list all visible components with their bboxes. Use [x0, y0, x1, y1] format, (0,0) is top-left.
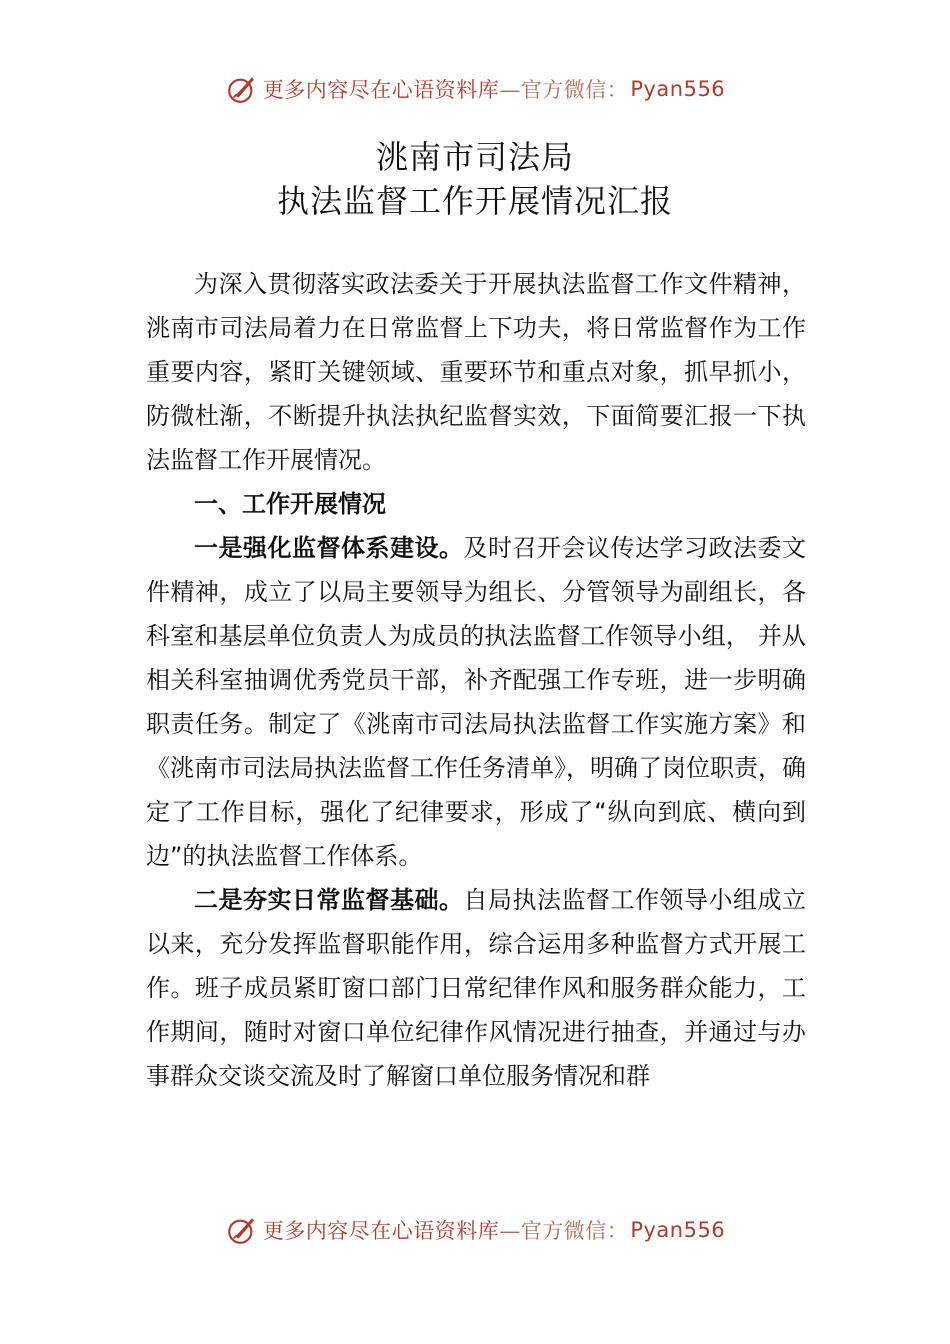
item2-lead: 二是夯实日常监督基础。 — [194, 885, 464, 914]
document-title-line1: 洮南市司法局 — [375, 138, 574, 176]
footer-watermark — [0, 1213, 950, 1247]
quill-pen-logo-icon — [225, 1213, 259, 1247]
watermark-wechat-id: Pyan556 — [630, 1218, 726, 1242]
watermark-wechat-id: Pyan556 — [630, 77, 726, 101]
item2-paragraph — [146, 878, 806, 1098]
intro-paragraph: 为深入贯彻落实政法委关于开展执法监督工作文件精神，洮南市司法局着力在日常监督上下功夫，将日常监督作为工作重要内容，紧盯关键领域、重要环节和重点对象，抓早抓小，防微杜渐，不断提升执法执纪监督实效，下面简要汇报一下执法监督工作开展情况。 — [146, 270, 806, 474]
quill-pen-logo-icon — [225, 72, 259, 106]
watermark-main-text: 更多内容尽在心语资料库 — [262, 78, 500, 102]
document-title-line2: 执法监督工作开展情况汇报 — [276, 182, 673, 220]
watermark-separator: —官方微信： — [499, 78, 629, 102]
watermark-main-text: 更多内容尽在心语资料库 — [262, 1219, 500, 1243]
header-watermark — [0, 72, 950, 106]
item1-text: 及时召开会议传达学习政法委文件精神，成立了以局主要领导为组长、分管领导为副组长，各科室和基层单位负责人为成员的执法监督工作领导小组， 并从相关科室抽调优秀党员干部，补齐配强工作专班，进一步明确职责任务。制定了《洮南市司法局执法监督工作实施方案》和《洮南市司法局执法监督工作任务清单》，明确了岗位职责，确定了工作目标，强化了纪律要求，形成了“纵向到底、横向到边”的执法监督工作体系。 — [146, 534, 806, 870]
item1-lead: 一是强化监督体系建设。 — [194, 533, 464, 562]
item1-paragraph — [146, 526, 806, 878]
section-heading: 一、工作开展情况 — [194, 490, 386, 518]
item2-text: 自局执法监督工作领导小组成立以来，充分发挥监督职能作用，综合运用多种监督方式开展工作。班子成员紧盯窗口部门日常纪律作风和服务群众能力，工作期间，随时对窗口单位纪律作风情况进行抽查，并通过与办事群众交谈交流及时了解窗口单位服务情况和群 — [146, 886, 806, 1090]
watermark-separator: —官方微信： — [499, 1219, 629, 1243]
